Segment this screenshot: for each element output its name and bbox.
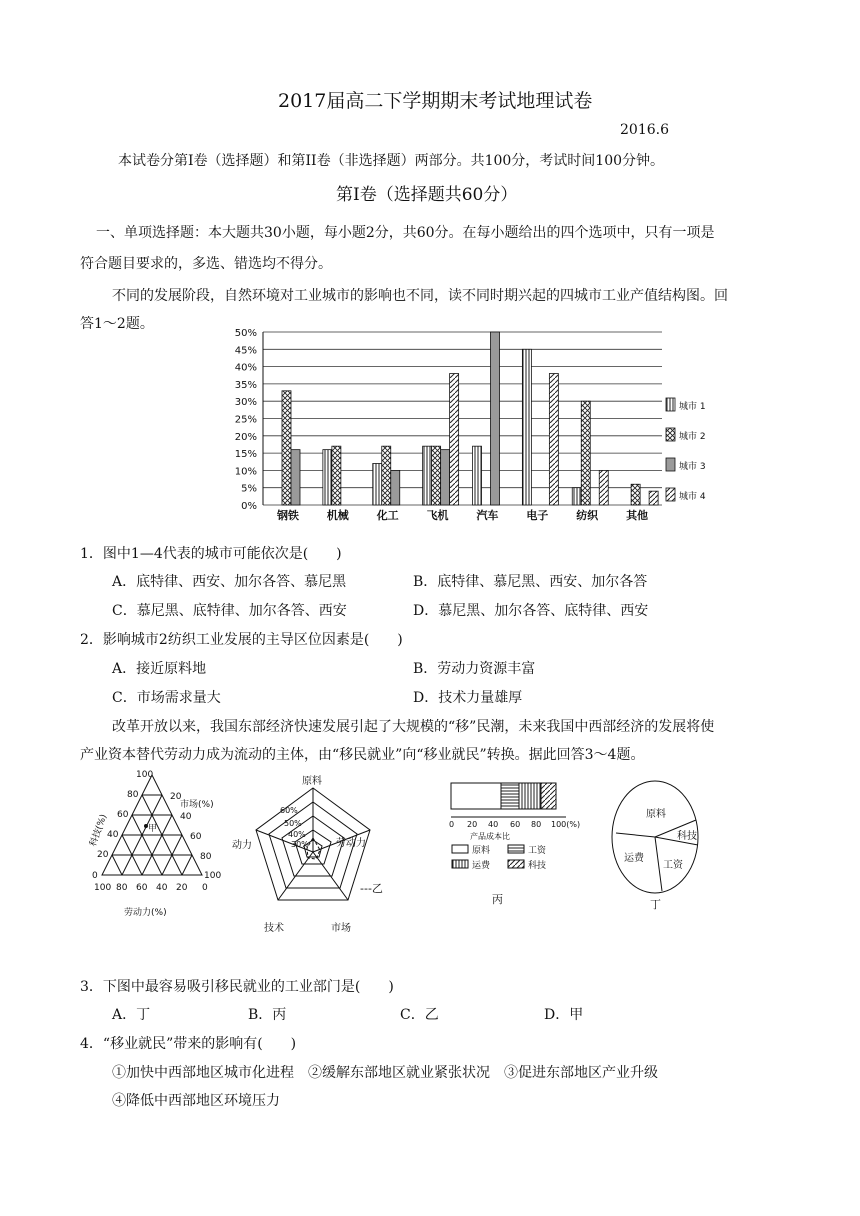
q3-option-b: B．丙 xyxy=(248,1007,287,1023)
jia-left-tick: 20 xyxy=(97,850,109,860)
exam-title: 2017届高二下学期期末考试地理试卷 xyxy=(278,90,593,112)
chart-xticks xyxy=(276,508,648,522)
jia-right-tick: 100 xyxy=(204,871,222,881)
bar xyxy=(373,463,382,505)
jia-left-axis-label: 科技(%) xyxy=(88,813,110,849)
bar xyxy=(649,491,658,505)
section-title: 第Ⅰ卷（选择题共60分） xyxy=(336,185,518,205)
y-tick-label: 40% xyxy=(234,362,257,374)
yi-axis-label: 技术 xyxy=(264,923,284,934)
bar xyxy=(323,450,332,505)
jia-bottom-tick: 100 xyxy=(94,883,112,893)
bing-tick: 100(%) xyxy=(551,820,581,829)
y-tick-label: 45% xyxy=(234,345,257,357)
bar xyxy=(572,488,581,505)
x-tick-label: 其他 xyxy=(626,509,649,522)
q3-option-a: A．丁 xyxy=(112,1007,151,1023)
y-tick-label: 10% xyxy=(234,466,257,478)
y-tick-label: 30% xyxy=(234,397,257,409)
bing-tick: 40 xyxy=(488,820,499,829)
figure-bing-cost-bar xyxy=(440,775,590,910)
exam-intro: 本试卷分第Ⅰ卷（选择题）和第II卷（非选择题）两部分。共100分，考试时间100分钟。 xyxy=(118,153,665,169)
yi-axis-label: 劳动力 xyxy=(336,838,366,849)
bar xyxy=(631,484,640,505)
yi-figure-label: ---乙 xyxy=(360,882,383,895)
bing-legend-label: 运费 xyxy=(472,861,491,871)
industry-bar-chart xyxy=(225,328,725,528)
x-tick-label: 纺织 xyxy=(576,509,599,522)
bar xyxy=(599,470,608,505)
q1-option-d: D．慕尼黑、加尔各答、底特律、西安 xyxy=(413,603,649,619)
q1-stem: 1．图中1—4代表的城市可能依次是( ) xyxy=(80,546,342,562)
x-tick-label: 化工 xyxy=(376,509,399,522)
q1-option-b: B．底特律、慕尼黑、西安、加尔各答 xyxy=(413,574,648,590)
y-tick-label: 50% xyxy=(234,328,257,339)
ding-figure-label: 丁 xyxy=(650,898,661,910)
x-tick-label: 电子 xyxy=(526,509,549,522)
bar xyxy=(332,446,341,505)
instructions-line2: 符合题目要求的，多选、错选均不得分。 xyxy=(80,256,332,272)
bing-tick: 60 xyxy=(510,820,521,829)
legend-swatch xyxy=(666,398,675,411)
jia-right-tick: 20 xyxy=(170,792,182,802)
bar xyxy=(382,446,391,505)
bing-axis-label: 产品成本比 xyxy=(470,832,510,841)
q2-option-d: D．技术力量雄厚 xyxy=(413,690,523,706)
exam-date: 2016.6 xyxy=(620,122,669,138)
figure-ding-pie xyxy=(610,775,710,910)
q2-option-c: C．市场需求量大 xyxy=(112,690,221,706)
bar xyxy=(491,332,500,505)
jia-bottom-tick: 0 xyxy=(202,883,208,893)
legend-swatch xyxy=(666,458,675,471)
q2-option-a: A．接近原料地 xyxy=(112,661,207,677)
jia-bottom-tick: 20 xyxy=(176,883,188,893)
q1-option-c: C．慕尼黑、底特律、加尔各答、西安 xyxy=(112,603,347,619)
q2-option-b: B．劳动力资源丰富 xyxy=(413,661,536,677)
ding-slice-label: 科技 xyxy=(677,831,697,842)
jia-left-tick: 80 xyxy=(127,790,139,800)
jia-bottom-axis-label: 劳动力(%) xyxy=(124,908,167,918)
passage1-line2: 答1～2题。 xyxy=(80,316,154,332)
legend-label: 城市 2 xyxy=(679,432,706,442)
bar xyxy=(441,450,450,505)
y-tick-label: 25% xyxy=(234,414,257,426)
yi-tick: 30% xyxy=(291,840,309,849)
x-tick-label: 汽车 xyxy=(476,509,499,522)
q2-stem: 2．影响城市2纺织工业发展的主导区位因素是( ) xyxy=(80,632,403,648)
legend-swatch xyxy=(666,488,675,501)
bing-figure-label: 丙 xyxy=(492,893,503,906)
yi-tick: 50% xyxy=(284,819,302,828)
y-tick-label: 20% xyxy=(234,431,257,443)
jia-left-tick: 100 xyxy=(136,770,154,780)
bar xyxy=(391,470,400,505)
yi-axis-label: 动力 xyxy=(232,840,252,851)
q4-stem: 4．“移业就民”带来的影响有( ) xyxy=(80,1036,297,1052)
jia-bottom-tick: 40 xyxy=(156,883,168,893)
bar xyxy=(581,401,590,505)
legend-label: 城市 4 xyxy=(679,492,706,502)
legend-swatch xyxy=(666,428,675,441)
bar xyxy=(282,391,291,505)
x-tick-label: 钢铁 xyxy=(276,509,299,522)
bing-tick: 80 xyxy=(531,820,542,829)
bar xyxy=(473,446,482,505)
y-tick-label: 15% xyxy=(234,449,257,461)
yi-axis-label: 市场 xyxy=(331,923,351,934)
bing-legend-label: 科技 xyxy=(528,861,547,871)
legend-label: 城市 3 xyxy=(679,462,706,472)
q4-choices-line1: ①加快中西部地区城市化进程 ②缓解东部地区就业紧张状况 ③促进东部地区产业升级 xyxy=(112,1065,658,1081)
bar xyxy=(522,349,531,505)
jia-bottom-tick: 80 xyxy=(116,883,128,893)
ding-slice-label: 运费 xyxy=(624,853,644,864)
legend-label: 城市 1 xyxy=(679,402,706,412)
jia-bottom-tick: 60 xyxy=(136,883,148,893)
x-tick-label: 机械 xyxy=(326,509,349,522)
passage1-line1: 不同的发展阶段，自然环境对工业城市的影响也不同，读不同时期兴起的四城市工业产值结构图。回 xyxy=(112,288,728,304)
bing-tick: 0 xyxy=(449,820,455,829)
q3-option-c: C．乙 xyxy=(400,1007,439,1023)
ding-slice-label: 工资 xyxy=(663,860,683,871)
jia-left-tick: 40 xyxy=(107,830,119,840)
y-tick-label: 35% xyxy=(234,379,257,391)
figure-jia-ternary xyxy=(80,765,235,925)
ding-slice-label: 原料 xyxy=(646,809,666,820)
bing-legend-label: 原料 xyxy=(472,846,491,856)
bar xyxy=(423,446,432,505)
jia-right-tick: 80 xyxy=(200,852,212,862)
jia-right-axis-label: 市场(%) xyxy=(180,800,214,810)
x-tick-label: 飞机 xyxy=(426,509,449,522)
y-tick-label: 5% xyxy=(241,483,257,495)
q4-choices-line2: ④降低中西部地区环境压力 xyxy=(112,1093,280,1109)
q3-stem: 3．下图中最容易吸引移民就业的工业部门是( ) xyxy=(80,979,394,995)
bar xyxy=(291,450,300,505)
yi-axis-label: 原料 xyxy=(302,776,322,787)
y-tick-label: 0% xyxy=(241,501,257,512)
passage2-line2: 产业资本替代劳动力成为流动的主体，由“移民就业”向“移业就民”转换。据此回答3～4题。 xyxy=(80,747,645,763)
instructions-line1: 一、单项选择题：本大题共30小题，每小题2分，共60分。在每小题给出的四个选项中，只有一项是 xyxy=(96,225,715,241)
bing-legend-label: 工资 xyxy=(528,846,547,856)
yi-tick: 60% xyxy=(280,806,298,815)
passage2-line1: 改革开放以来，我国东部经济快速发展引起了大规模的“移”民潮，未来我国中西部经济的发展将使 xyxy=(112,719,715,735)
chart-legend xyxy=(666,398,706,502)
yi-tick: 40% xyxy=(288,830,306,839)
q1-option-a: A．底特律、西安、加尔各答、慕尼黑 xyxy=(112,574,347,590)
chart-yticks xyxy=(235,328,257,512)
jia-left-tick: 0 xyxy=(92,871,98,881)
bing-tick: 20 xyxy=(467,820,478,829)
bar xyxy=(549,374,558,505)
bar xyxy=(432,446,441,505)
jia-left-tick: 60 xyxy=(117,810,129,820)
bar xyxy=(450,374,459,505)
q3-option-d: D．甲 xyxy=(544,1007,584,1023)
figure-yi-radar xyxy=(228,768,406,940)
jia-right-tick: 40 xyxy=(180,812,192,822)
jia-marker: 甲 xyxy=(148,824,158,834)
jia-right-tick: 60 xyxy=(190,832,202,842)
